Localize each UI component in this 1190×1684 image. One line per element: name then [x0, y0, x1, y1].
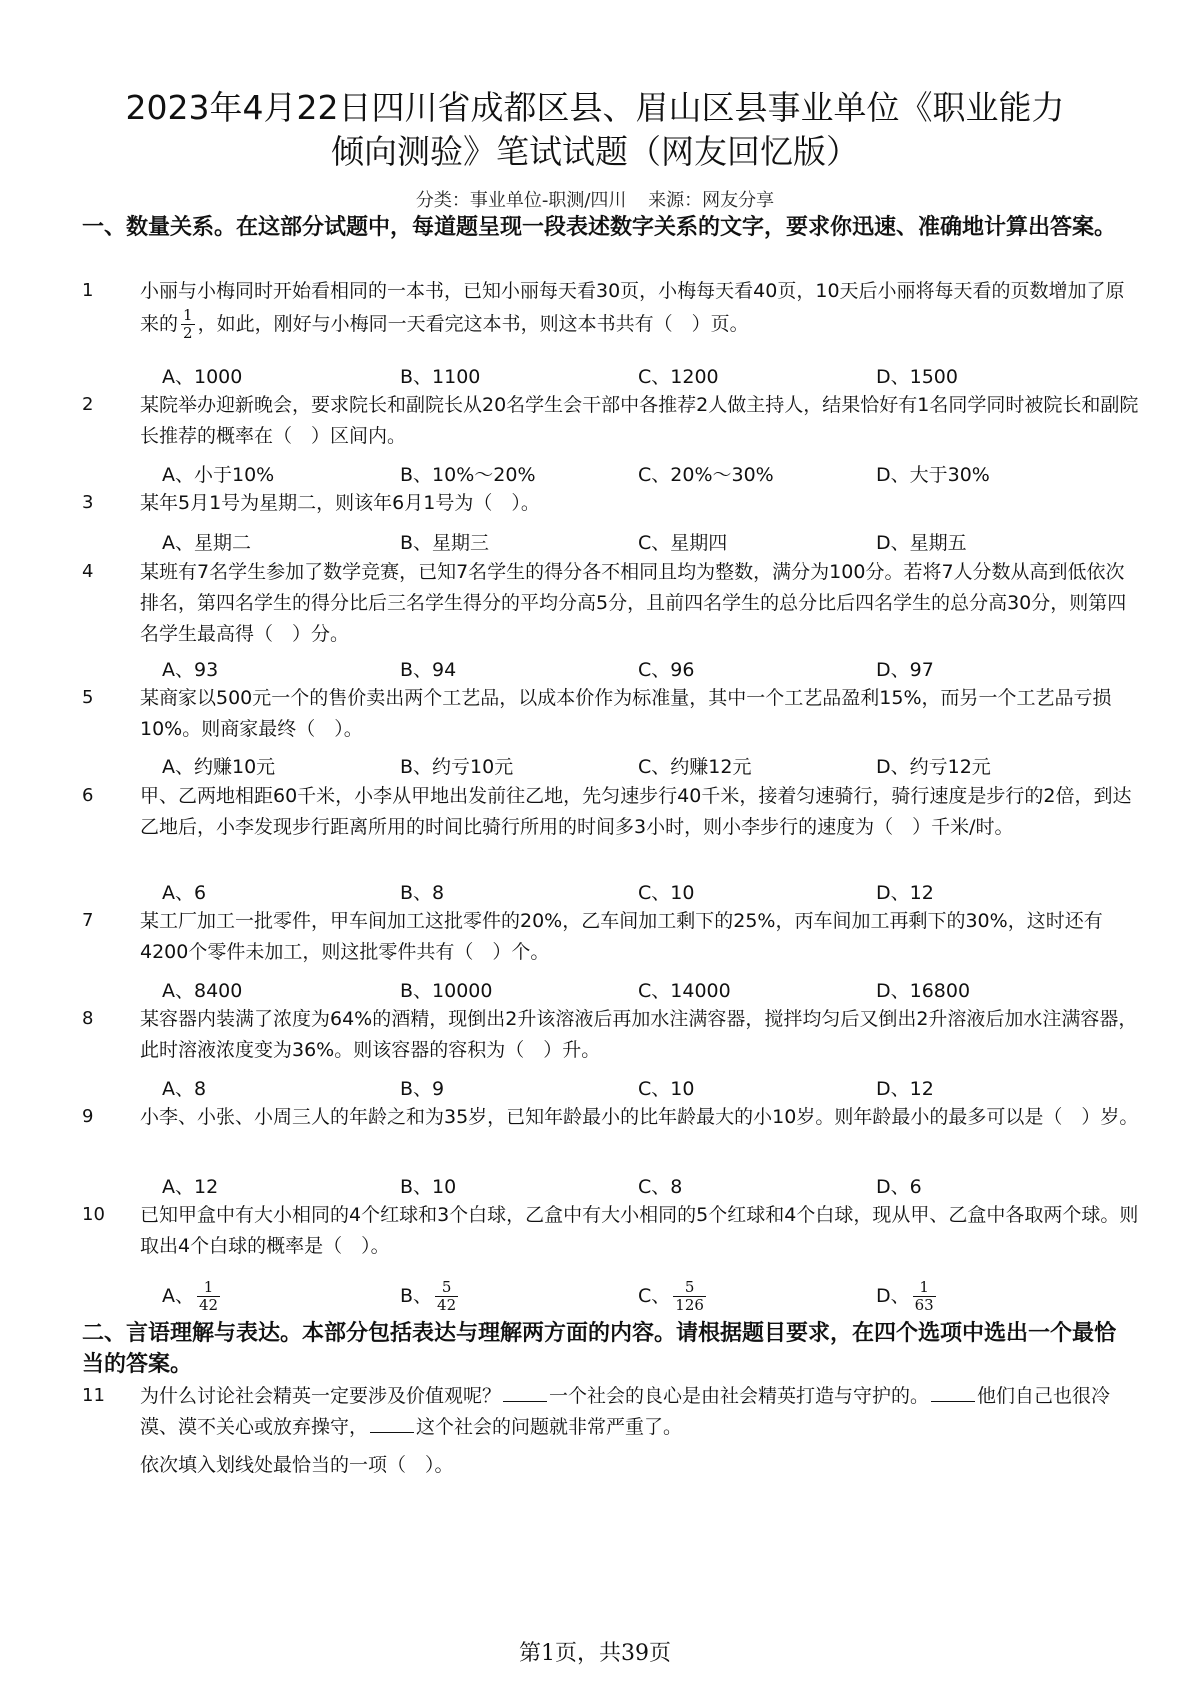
option-c: C、1200	[638, 366, 719, 388]
title-line-2: 倾向测验》笔试试题（网友回忆版）	[331, 132, 859, 171]
option-b: B、8	[400, 882, 445, 904]
options-q5	[162, 752, 1122, 782]
question-text: 某商家以500元一个的售价卖出两个工艺品，以成本价作为标准量，其中一个工艺品盈利15%，而另一个工艺品亏损10%。则商家最终（ ）。	[140, 687, 1112, 740]
option-a: A、 $\frac{1}{42}$	[162, 1278, 219, 1314]
option-d: D、16800	[876, 980, 971, 1002]
options-q9	[162, 1172, 1122, 1202]
question-text: 小丽与小梅同时开始看相同的一本书，已知小丽每天看30页，小梅每天看40页，10天后小丽将每天看的页数增加了原来的 $\frac{1}{2}$ ，如此，刚好与小梅同一天看完这本书，则这本书共有（ ）页。	[140, 280, 1125, 342]
options-q10	[162, 1276, 1122, 1316]
option-c: C、8	[638, 1176, 683, 1198]
options-q2	[162, 460, 1122, 490]
option-b: B、星期三	[400, 532, 490, 554]
document-meta	[0, 186, 1190, 212]
question-number: 10	[82, 1204, 105, 1225]
question-text: 为什么讨论社会精英一定要涉及价值观呢？ 一个社会的良心是由社会精英打造与守护的。 他们自己也很冷漠、漠不关心或放弃操守， 这个社会的问题就非常严重了。	[140, 1381, 1140, 1443]
question-number: 4	[82, 561, 94, 582]
fraction: $\frac{5}{42}$	[437, 1278, 457, 1314]
option-d: D、约亏12元	[876, 756, 991, 778]
question-text: 某院举办迎新晚会，要求院长和副院长从20名学生会干部中各推荐2人做主持人，结果恰好有1名同学同时被院长和副院长推荐的概率在（ ）区间内。	[140, 394, 1139, 447]
option-b: B、10%～20%	[400, 464, 536, 486]
category-label: 分类：事业单位-职测/四川	[415, 190, 627, 211]
fraction: $\frac{1}{42}$	[199, 1278, 219, 1314]
option-d: D、星期五	[876, 532, 967, 554]
fraction: $\frac{1}{63}$	[914, 1278, 934, 1314]
question-text: 甲、乙两地相距60千米，小李从甲地出发前往乙地，先匀速步行40千米，接着匀速骑行，骑行速度是步行的2倍，到达乙地后，小李发现步行距离所用的时间比骑行所用的时间多3小时，则小李步行的速度为（ ）千米/时。	[140, 785, 1132, 838]
option-c: C、10	[638, 1078, 695, 1100]
option-d: D、大于30%	[876, 464, 990, 486]
option-d: D、12	[876, 1078, 934, 1100]
question-text: 某年5月1号为星期二，则该年6月1号为（ ）。	[140, 492, 540, 514]
option-b: B、94	[400, 659, 457, 681]
question-number: 5	[82, 687, 94, 708]
option-c: C、星期四	[638, 532, 728, 554]
question-text: 已知甲盒中有大小相同的4个红球和3个白球，乙盒中有大小相同的5个红球和4个白球，现从甲、乙盒中各取两个球。则取出4个白球的概率是（ ）。	[140, 1204, 1139, 1257]
option-d: D、97	[876, 659, 934, 681]
blank-line	[931, 1382, 975, 1402]
option-c: C、20%～30%	[638, 464, 774, 486]
option-a: A、星期二	[162, 532, 251, 554]
title-line-1: 2023年4月22日四川省成都区县、眉山区县事业单位《职业能力	[125, 88, 1065, 127]
options-q4	[162, 655, 1122, 685]
question-number: 1	[82, 280, 94, 301]
option-c: C、96	[638, 659, 695, 681]
option-a: A、12	[162, 1176, 219, 1198]
option-d: D、12	[876, 882, 934, 904]
option-a: A、约赚10元	[162, 756, 276, 778]
options-q8	[162, 1074, 1122, 1104]
option-c: C、约赚12元	[638, 756, 752, 778]
option-a: A、93	[162, 659, 219, 681]
page-footer: 第1页，共39页	[519, 1641, 671, 1666]
option-c: C、 $\frac{5}{126}$	[638, 1278, 704, 1314]
option-a: A、8400	[162, 980, 243, 1002]
question-text: 某工厂加工一批零件，甲车间加工这批零件的20%，乙车间加工剩下的25%，丙车间加工再剩下的30%，这时还有4200个零件未加工，则这批零件共有（ ）个。	[140, 910, 1103, 963]
option-a: A、8	[162, 1078, 207, 1100]
fraction: $\frac{5}{126}$	[675, 1278, 704, 1314]
options-q7	[162, 976, 1122, 1006]
fraction: $\frac{1}{2}$	[183, 306, 193, 342]
question-number: 8	[82, 1008, 94, 1029]
question-prompt: 依次填入划线处最恰当的一项（ ）。	[140, 1454, 454, 1476]
question-text: 某班有7名学生参加了数学竞赛，已知7名学生的得分各不相同且均为整数，满分为100分。若将7人分数从高到低依次排名，第四名学生的得分比后三名学生得分的平均分高5分，且前四名学生的总分比后四名学生的总分高30分，则第四名学生最高得（ ）分。	[140, 561, 1127, 645]
option-c: C、14000	[638, 980, 731, 1002]
question-number: 11	[82, 1385, 105, 1406]
option-a: A、小于10%	[162, 464, 275, 486]
option-b: B、10	[400, 1176, 457, 1198]
blank-line	[503, 1382, 547, 1402]
option-c: C、10	[638, 882, 695, 904]
blank-line	[370, 1413, 414, 1433]
question-text: 小李、小张、小周三人的年龄之和为35岁，已知年龄最小的比年龄最大的小10岁。则年龄最小的最多可以是（ ）岁。	[140, 1106, 1139, 1128]
option-b: B、1100	[400, 366, 481, 388]
option-a: A、1000	[162, 366, 243, 388]
source-label: 来源：网友分享	[648, 190, 775, 211]
options-q6	[162, 878, 1122, 908]
section-heading-verbal: 二、言语理解与表达。本部分包括表达与理解两方面的内容。请根据题目要求，在四个选项中选出一个最恰当的答案。	[82, 1321, 1117, 1377]
option-d: D、1500	[876, 366, 958, 388]
option-d: D、6	[876, 1176, 922, 1198]
section-heading-quantitative: 一、数量关系。在这部分试题中，每道题呈现一段表述数字关系的文字，要求你迅速、准确地计算出答案。	[82, 215, 1117, 240]
question-number: 3	[82, 492, 94, 513]
option-b: B、10000	[400, 980, 493, 1002]
option-b: B、约亏10元	[400, 756, 514, 778]
question-text: 某容器内装满了浓度为64%的酒精，现倒出2升该溶液后再加水注满容器，搅拌均匀后又倒出2升溶液后加水注满容器，此时溶液浓度变为36%。则该容器的容积为（ ）升。	[140, 1008, 1138, 1061]
page-title	[60, 86, 1130, 174]
option-a: A、6	[162, 882, 207, 904]
question-number: 9	[82, 1106, 94, 1127]
options-q3	[162, 528, 1122, 558]
options-q1	[162, 362, 1122, 392]
question-number: 7	[82, 910, 94, 931]
option-d: D、 $\frac{1}{63}$	[876, 1278, 934, 1314]
question-number: 2	[82, 394, 94, 415]
question-number: 6	[82, 785, 94, 806]
option-b: B、 $\frac{5}{42}$	[400, 1278, 457, 1314]
option-b: B、9	[400, 1078, 445, 1100]
